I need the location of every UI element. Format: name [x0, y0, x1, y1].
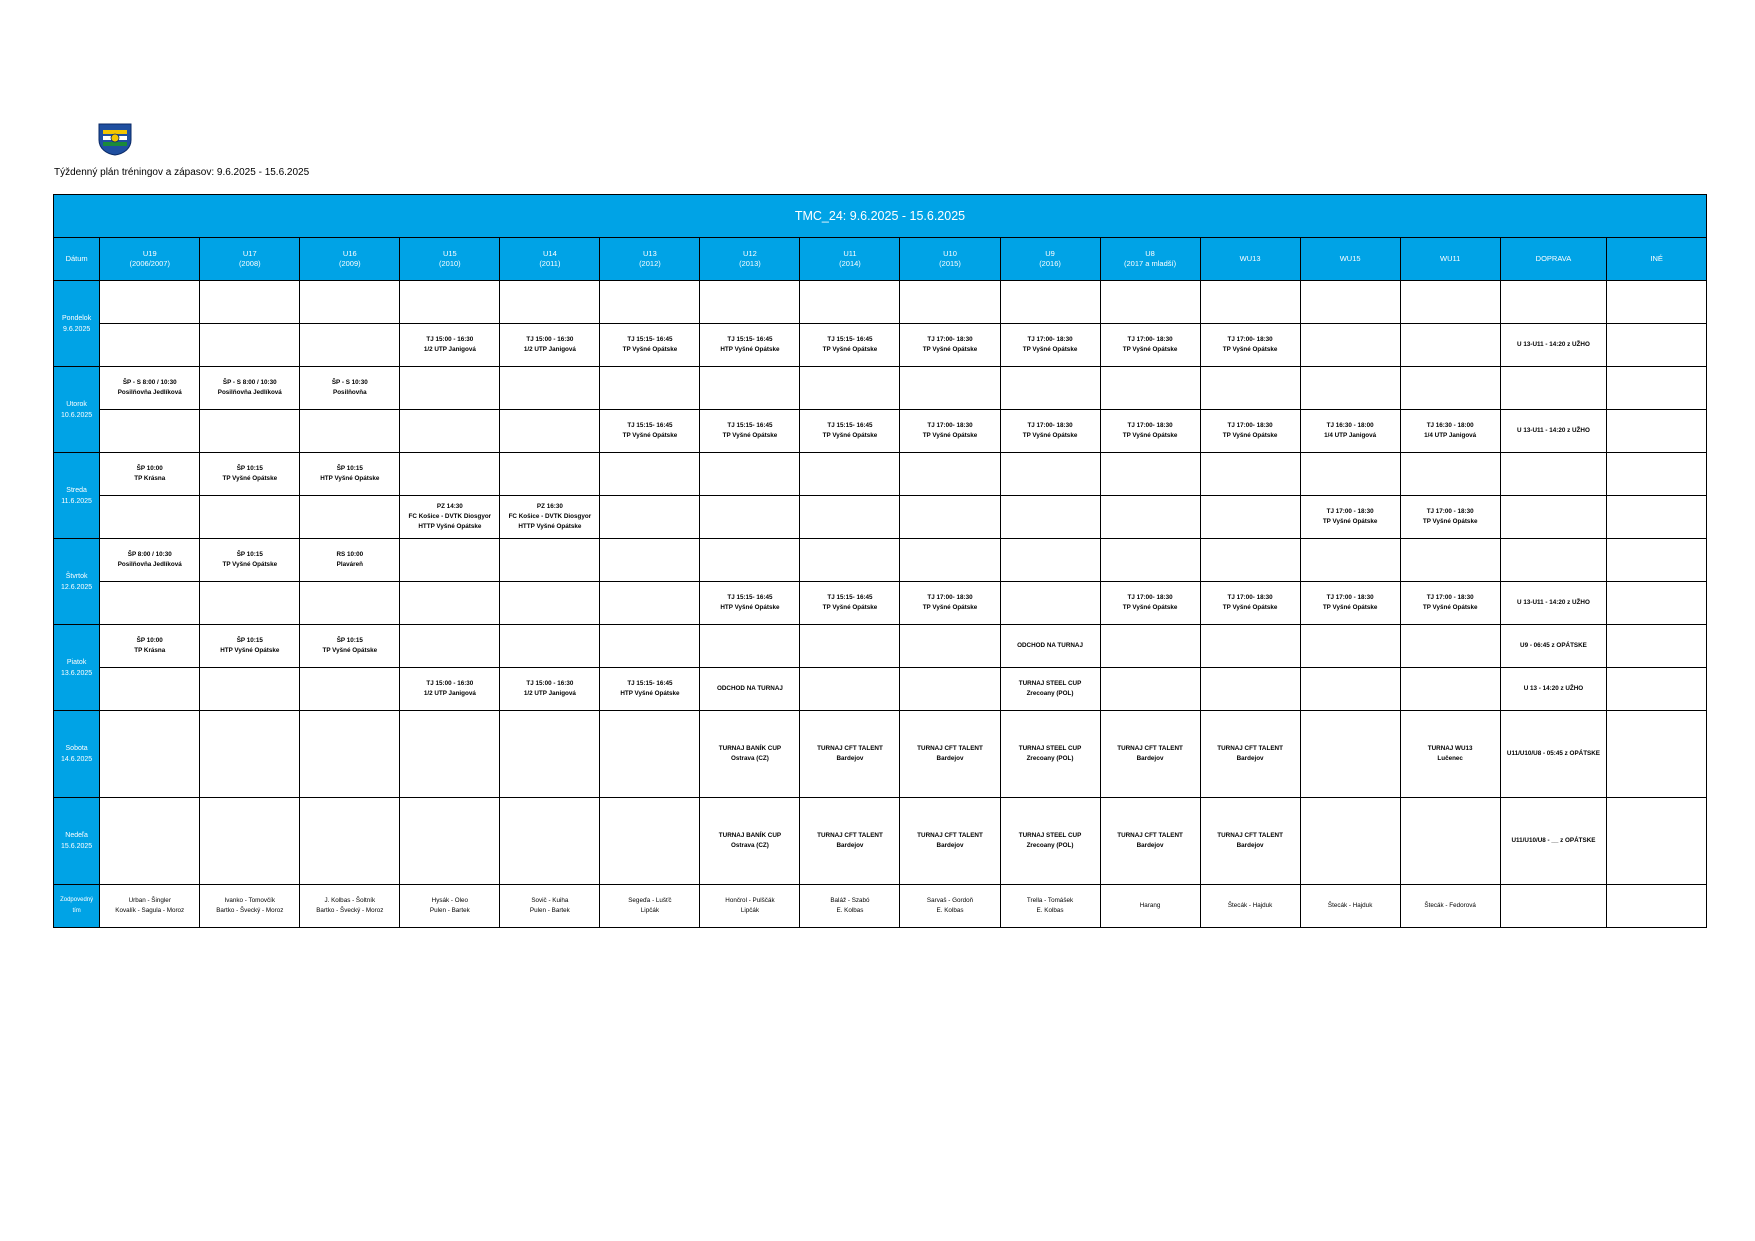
schedule-cell [200, 496, 300, 539]
responsible-team-cell: Hysák - Oleo Pulen - Bartek [400, 885, 500, 928]
schedule-cell [500, 798, 600, 885]
schedule-cell [100, 324, 200, 367]
schedule-cell: TJ 17:00- 18:30 TP Vyšné Opátske [900, 410, 1000, 453]
schedule-row [54, 539, 1707, 582]
schedule-cell [1100, 625, 1200, 668]
schedule-cell: TURNAJ CFT TALENT Bardejov [1100, 798, 1200, 885]
schedule-cell: TURNAJ CFT TALENT Bardejov [900, 798, 1000, 885]
schedule-cell [1300, 281, 1400, 324]
schedule-cell [1400, 324, 1500, 367]
schedule-cell: U 13-U11 - 14:20 z UŽHO [1500, 410, 1607, 453]
schedule-cell: ODCHOD NA TURNAJ [1000, 625, 1100, 668]
schedule-cell [1100, 453, 1200, 496]
column-header: U13 (2012) [600, 238, 700, 281]
schedule-cell [600, 539, 700, 582]
schedule-cell: TJ 17:00- 18:30 TP Vyšné Opátske [1200, 324, 1300, 367]
responsible-team-cell: Urban - Šingler Kovalík - Sagula - Moroz [100, 885, 200, 928]
schedule-cell: TJ 17:00 - 18:30 TP Vyšné Opátske [1300, 582, 1400, 625]
schedule-cell [1100, 367, 1200, 410]
day-cell: Nedeľa 15.6.2025 [54, 798, 100, 885]
schedule-cell: ŠP - S 8:00 / 10:30 Posilňovňa Jedlíková [100, 367, 200, 410]
responsible-team-cell: Harang [1100, 885, 1200, 928]
schedule-banner: TMC_24: 9.6.2025 - 15.6.2025 [54, 195, 1707, 238]
day-cell: Sobota 14.6.2025 [54, 711, 100, 798]
schedule-cell: TJ 15:00 - 16:30 1/2 UTP Janigová [500, 324, 600, 367]
schedule-cell [1000, 453, 1100, 496]
schedule-cell [100, 281, 200, 324]
schedule-cell: TURNAJ BANÍK CUP Ostrava (CZ) [700, 798, 800, 885]
schedule-cell: TJ 15:15- 16:45 TP Vyšné Opátske [800, 582, 900, 625]
schedule-cell [400, 410, 500, 453]
responsible-team-row [54, 885, 1707, 928]
schedule-cell: TJ 15:15- 16:45 TP Vyšné Opátske [800, 324, 900, 367]
schedule-cell: TJ 15:15- 16:45 TP Vyšné Opátske [800, 410, 900, 453]
schedule-row [54, 798, 1707, 885]
schedule-cell: TJ 15:15- 16:45 HTP Vyšné Opátske [600, 668, 700, 711]
schedule-cell [1400, 539, 1500, 582]
schedule-cell: TURNAJ CFT TALENT Bardejov [800, 798, 900, 885]
schedule-cell [1500, 539, 1607, 582]
schedule-cell [700, 367, 800, 410]
schedule-cell [900, 453, 1000, 496]
schedule-cell [1607, 539, 1707, 582]
schedule-cell [1607, 453, 1707, 496]
schedule-cell [200, 281, 300, 324]
schedule-cell: TURNAJ STEEL CUP Zrecoany (POL) [1000, 711, 1100, 798]
responsible-team-cell: Baláž - Szabó E. Kolbas [800, 885, 900, 928]
schedule-cell [400, 281, 500, 324]
schedule-cell: ŠP - S 10:30 Posilňovňa [300, 367, 400, 410]
schedule-cell: TJ 17:00 - 18:30 TP Vyšné Opátske [1400, 496, 1500, 539]
schedule-row [54, 496, 1707, 539]
responsible-team-cell: Sarvaš - Gordoň E. Kolbas [900, 885, 1000, 928]
schedule-cell: TJ 15:15- 16:45 HTP Vyšné Opátske [700, 324, 800, 367]
schedule-cell [300, 711, 400, 798]
schedule-cell [800, 539, 900, 582]
schedule-cell [200, 798, 300, 885]
schedule-cell [1400, 453, 1500, 496]
schedule-cell [1607, 711, 1707, 798]
column-header: WU13 [1200, 238, 1300, 281]
schedule-cell [500, 410, 600, 453]
schedule-cell: U 13 - 14:20 z UŽHO [1500, 668, 1607, 711]
schedule-cell [300, 798, 400, 885]
schedule-cell [1100, 281, 1200, 324]
schedule-cell [900, 668, 1000, 711]
schedule-cell [600, 798, 700, 885]
schedule-cell [1607, 668, 1707, 711]
schedule-cell [1000, 281, 1100, 324]
schedule-cell [1100, 496, 1200, 539]
schedule-cell: ŠP 10:15 TP Vyšné Opátske [300, 625, 400, 668]
schedule-cell [500, 281, 600, 324]
schedule-cell: TJ 16:30 - 18:00 1/4 UTP Janigová [1400, 410, 1500, 453]
schedule-cell [900, 281, 1000, 324]
schedule-cell: TJ 17:00- 18:30 TP Vyšné Opátske [1100, 324, 1200, 367]
schedule-cell [1000, 539, 1100, 582]
schedule-cell [800, 453, 900, 496]
responsible-team-cell: J. Kolbas - Šoltník Bartko - Švecký - Moroz [300, 885, 400, 928]
schedule-cell [1000, 367, 1100, 410]
schedule-cell [1200, 281, 1300, 324]
responsible-team-cell: Hončrol - Pulščák Lipčák [700, 885, 800, 928]
schedule-cell [1400, 798, 1500, 885]
schedule-cell [500, 367, 600, 410]
schedule-cell [1300, 539, 1400, 582]
column-header: U9 (2016) [1000, 238, 1100, 281]
schedule-cell [500, 582, 600, 625]
schedule-cell [300, 281, 400, 324]
responsible-team-cell [1500, 885, 1607, 928]
schedule-cell [700, 496, 800, 539]
schedule-cell [1200, 539, 1300, 582]
schedule-cell [400, 625, 500, 668]
schedule-cell: TJ 15:15- 16:45 HTP Vyšné Opátske [700, 582, 800, 625]
schedule-cell: TJ 15:15- 16:45 TP Vyšné Opátske [600, 410, 700, 453]
schedule-cell [1607, 798, 1707, 885]
schedule-cell [1200, 367, 1300, 410]
schedule-cell: TURNAJ STEEL CUP Zrecoany (POL) [1000, 668, 1100, 711]
schedule-row [54, 410, 1707, 453]
schedule-cell [1300, 711, 1400, 798]
schedule-row [54, 453, 1707, 496]
schedule-cell [1200, 496, 1300, 539]
schedule-cell [100, 582, 200, 625]
schedule-cell [700, 281, 800, 324]
schedule-cell [1500, 367, 1607, 410]
schedule-cell [1300, 798, 1400, 885]
schedule-cell [100, 496, 200, 539]
schedule-cell: U 13-U11 - 14:20 z UŽHO [1500, 324, 1607, 367]
schedule-cell [900, 625, 1000, 668]
schedule-cell: TJ 17:00- 18:30 TP Vyšné Opátske [1000, 410, 1100, 453]
day-cell: Piatok 13.6.2025 [54, 625, 100, 711]
schedule-cell: TJ 17:00- 18:30 TP Vyšné Opátske [1000, 324, 1100, 367]
schedule-row [54, 711, 1707, 798]
schedule-cell: RS 10:00 Plaváreň [300, 539, 400, 582]
schedule-cell: TJ 17:00- 18:30 TP Vyšné Opátske [1200, 410, 1300, 453]
schedule-cell: ŠP 10:00 TP Krásna [100, 625, 200, 668]
schedule-cell [1607, 410, 1707, 453]
schedule-cell [1607, 496, 1707, 539]
schedule-cell: TJ 15:00 - 16:30 1/2 UTP Janigová [400, 324, 500, 367]
schedule-cell: TJ 17:00 - 18:30 TP Vyšné Opátske [1300, 496, 1400, 539]
schedule-cell [200, 711, 300, 798]
schedule-cell [1300, 668, 1400, 711]
schedule-cell [600, 281, 700, 324]
column-header: U19 (2006/2007) [100, 238, 200, 281]
schedule-row [54, 324, 1707, 367]
schedule-cell [400, 711, 500, 798]
schedule-cell [300, 410, 400, 453]
schedule-cell [200, 582, 300, 625]
schedule-cell [1607, 367, 1707, 410]
schedule-cell: TJ 17:00- 18:30 TP Vyšné Opátske [900, 324, 1000, 367]
schedule-row [54, 668, 1707, 711]
column-header: U16 (2009) [300, 238, 400, 281]
schedule-cell [800, 668, 900, 711]
schedule-cell [300, 324, 400, 367]
schedule-cell [1200, 668, 1300, 711]
schedule-cell [700, 453, 800, 496]
schedule-cell: TURNAJ STEEL CUP Zrecoany (POL) [1000, 798, 1100, 885]
schedule-cell [1200, 453, 1300, 496]
responsible-team-label: Zodpovedný tím [54, 885, 100, 928]
column-header: WU15 [1300, 238, 1400, 281]
schedule-cell [1100, 668, 1200, 711]
schedule-cell: TURNAJ CFT TALENT Bardejov [800, 711, 900, 798]
schedule-cell: TURNAJ CFT TALENT Bardejov [1200, 798, 1300, 885]
column-header: U14 (2011) [500, 238, 600, 281]
schedule-cell [1400, 625, 1500, 668]
column-header: U11 (2014) [800, 238, 900, 281]
schedule-row [54, 582, 1707, 625]
schedule-cell: PZ 16:30 FC Košice - DVTK Diosgyor HTTP Vyšné Opátske [500, 496, 600, 539]
schedule-cell: TJ 17:00- 18:30 TP Vyšné Opátske [1100, 410, 1200, 453]
schedule-cell [1400, 367, 1500, 410]
schedule-cell: U11/U10/U8 - __ z OPÁTSKE [1500, 798, 1607, 885]
schedule-cell [500, 539, 600, 582]
schedule-cell [500, 453, 600, 496]
schedule-cell: ŠP 8:00 / 10:30 Posilňovňa Jedlíková [100, 539, 200, 582]
schedule-cell [300, 582, 400, 625]
schedule-cell [500, 625, 600, 668]
responsible-team-cell [1607, 885, 1707, 928]
schedule-row [54, 367, 1707, 410]
schedule-cell [600, 453, 700, 496]
schedule-cell [800, 281, 900, 324]
schedule-cell: ŠP 10:15 TP Vyšné Opátske [200, 539, 300, 582]
responsible-team-cell: Štecák - Hajduk [1200, 885, 1300, 928]
schedule-cell [1000, 496, 1100, 539]
schedule-cell [1300, 367, 1400, 410]
schedule-cell [900, 367, 1000, 410]
schedule-cell [200, 324, 300, 367]
schedule-cell [700, 539, 800, 582]
schedule-cell: ŠP - S 8:00 / 10:30 Posilňovňa Jedlíková [200, 367, 300, 410]
schedule-cell [1500, 453, 1607, 496]
schedule-cell [500, 711, 600, 798]
schedule-cell [1200, 625, 1300, 668]
column-header: WU11 [1400, 238, 1500, 281]
schedule-cell [900, 539, 1000, 582]
schedule-cell: ŠP 10:00 TP Krásna [100, 453, 200, 496]
schedule-row [54, 281, 1707, 324]
schedule-cell: ŠP 10:15 HTP Vyšné Opátske [200, 625, 300, 668]
schedule-cell [1400, 668, 1500, 711]
schedule-cell [600, 496, 700, 539]
responsible-team-cell: Ivanko - Tomovčík Bartko - Švecký - Moroz [200, 885, 300, 928]
schedule-cell: TURNAJ WU13 Lučenec [1400, 711, 1500, 798]
schedule-cell: TJ 17:00- 18:30 TP Vyšné Opátske [1200, 582, 1300, 625]
schedule-cell [100, 668, 200, 711]
column-header: INÉ [1607, 238, 1707, 281]
schedule-cell [800, 625, 900, 668]
schedule-cell: ŠP 10:15 TP Vyšné Opátske [200, 453, 300, 496]
schedule-cell [1607, 582, 1707, 625]
schedule-cell [1607, 625, 1707, 668]
schedule-cell [1300, 453, 1400, 496]
schedule-cell: ŠP 10:15 HTP Vyšné Opátske [300, 453, 400, 496]
schedule-cell: TJ 15:15- 16:45 TP Vyšné Opátske [600, 324, 700, 367]
schedule-cell [600, 582, 700, 625]
schedule-cell [400, 539, 500, 582]
schedule-cell [900, 496, 1000, 539]
schedule-cell: U 13-U11 - 14:20 z UŽHO [1500, 582, 1607, 625]
schedule-row [54, 625, 1707, 668]
schedule-cell [600, 367, 700, 410]
schedule-cell: TJ 15:00 - 16:30 1/2 UTP Janigová [400, 668, 500, 711]
schedule-cell [400, 453, 500, 496]
schedule-cell [400, 582, 500, 625]
schedule-cell [200, 668, 300, 711]
schedule-cell [1500, 281, 1607, 324]
responsible-team-cell: Segeďa - Lušťč Lipčák [600, 885, 700, 928]
schedule-cell: TJ 17:00- 18:30 TP Vyšné Opátske [1100, 582, 1200, 625]
column-header: U10 (2015) [900, 238, 1000, 281]
schedule-cell: TJ 15:00 - 16:30 1/2 UTP Janigová [500, 668, 600, 711]
schedule-cell [100, 410, 200, 453]
schedule-cell [200, 410, 300, 453]
schedule-cell: TJ 17:00- 18:30 TP Vyšné Opátske [900, 582, 1000, 625]
responsible-team-cell: Štecák - Hajduk [1300, 885, 1400, 928]
schedule-cell [600, 625, 700, 668]
responsible-team-cell: Trella - Tomášek E. Kolbas [1000, 885, 1100, 928]
column-header-row [54, 238, 1707, 281]
day-cell: Pondelok 9.6.2025 [54, 281, 100, 367]
column-header: U15 (2010) [400, 238, 500, 281]
schedule-cell: TURNAJ CFT TALENT Bardejov [900, 711, 1000, 798]
schedule-cell [800, 367, 900, 410]
column-header: DOPRAVA [1500, 238, 1607, 281]
responsible-team-cell: Sovič - Kuiha Pulen - Bartek [500, 885, 600, 928]
day-cell: Streda 11.6.2025 [54, 453, 100, 539]
column-header: Dátum [54, 238, 100, 281]
schedule-cell [1500, 496, 1607, 539]
schedule-cell [400, 367, 500, 410]
schedule-cell: TJ 15:15- 16:45 TP Vyšné Opátske [700, 410, 800, 453]
schedule-cell: PZ 14:30 FC Košice - DVTK Diosgyor HTTP Vyšné Opátske [400, 496, 500, 539]
day-cell: Utorok 10.6.2025 [54, 367, 100, 453]
schedule-cell [300, 668, 400, 711]
schedule-cell [1000, 582, 1100, 625]
schedule-cell [1300, 625, 1400, 668]
schedule-cell [800, 496, 900, 539]
schedule-cell [600, 711, 700, 798]
schedule-cell: TURNAJ CFT TALENT Bardejov [1200, 711, 1300, 798]
column-header: U12 (2013) [700, 238, 800, 281]
schedule-cell: TURNAJ BANÍK CUP Ostrava (CZ) [700, 711, 800, 798]
schedule-cell [300, 496, 400, 539]
day-cell: Štvrtok 12.6.2025 [54, 539, 100, 625]
schedule-cell [400, 798, 500, 885]
schedule-cell: U9 - 06:45 z OPÁTSKE [1500, 625, 1607, 668]
schedule-cell: TURNAJ CFT TALENT Bardejov [1100, 711, 1200, 798]
schedule-cell: TJ 17:00 - 18:30 TP Vyšné Opátske [1400, 582, 1500, 625]
schedule-cell [100, 711, 200, 798]
schedule-cell [1300, 324, 1400, 367]
schedule-cell: ODCHOD NA TURNAJ [700, 668, 800, 711]
column-header: U17 (2008) [200, 238, 300, 281]
schedule-cell: U11/U10/U8 - 05:45 z OPÁTSKE [1500, 711, 1607, 798]
column-header: U8 (2017 a mladší) [1100, 238, 1200, 281]
schedule-cell [1100, 539, 1200, 582]
schedule-cell [1400, 281, 1500, 324]
club-crest-icon [97, 122, 133, 156]
responsible-team-cell: Štecák - Fedorová [1400, 885, 1500, 928]
schedule-cell [1607, 324, 1707, 367]
schedule-cell [1607, 281, 1707, 324]
schedule-cell [100, 798, 200, 885]
schedule-table [53, 194, 1707, 928]
schedule-cell: TJ 16:30 - 18:00 1/4 UTP Janigová [1300, 410, 1400, 453]
page-subtitle: Týždenný plán tréningov a zápasov: 9.6.2025 - 15.6.2025 [54, 167, 310, 178]
schedule-cell [700, 625, 800, 668]
